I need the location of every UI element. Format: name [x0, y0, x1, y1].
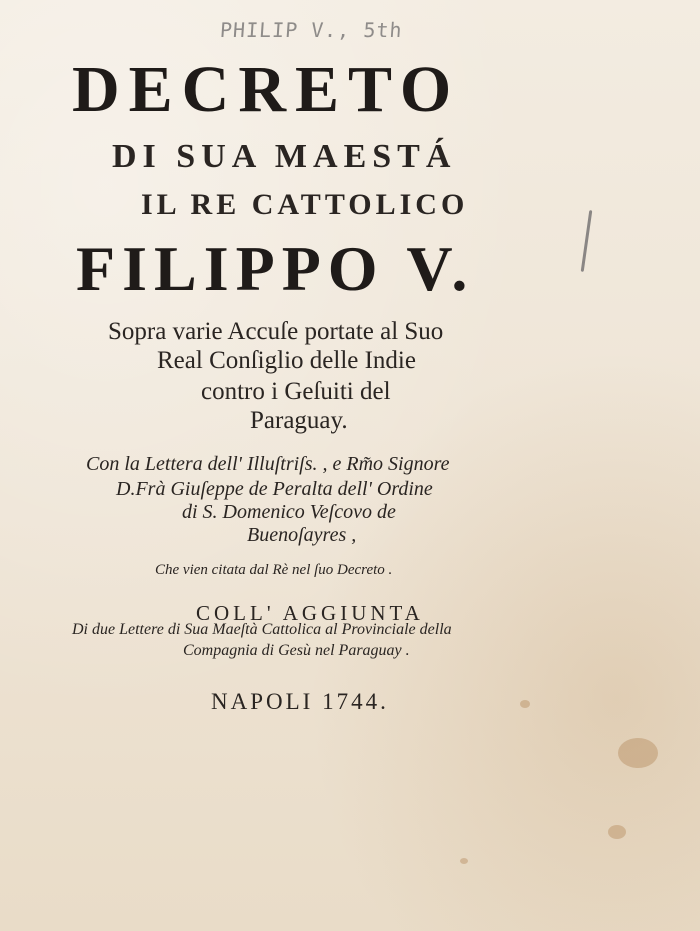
cited-line: Che vien citata dal Rè nel ſuo Decreto . — [155, 562, 393, 578]
letter-line-2: D.Frà Giuſeppe de Peralta dell' Ordine — [116, 478, 433, 500]
imprint: NAPOLI 1744. — [211, 689, 389, 714]
addendum-heading: COLL' AGGIUNTA — [196, 601, 424, 625]
subtitle-line-3: contro i Geſuiti del — [201, 378, 391, 405]
addendum-line-1: Di due Lettere di Sua Maeſtà Cattolica al Provinciale della — [72, 621, 452, 638]
title-line-2: DI SUA MAESTÁ — [112, 138, 457, 175]
handwritten-annotation: PHILIP V., 5th — [219, 18, 404, 42]
foxing-stain — [608, 825, 626, 839]
letter-line-4: Buenoſayres , — [247, 524, 357, 546]
letter-line-1: Con la Lettera dell' Illuſtriſs. , e Rm̃o Signore — [86, 453, 450, 475]
addendum-line-2: Compagnia di Gesù nel Paraguay . — [183, 642, 410, 659]
foxing-stain — [618, 738, 658, 768]
foxing-stain — [520, 700, 530, 708]
subtitle-line-1: Sopra varie Accuſe portate al Suo — [108, 318, 444, 345]
title-line-4: FILIPPO V. — [76, 233, 475, 304]
letter-line-3: di S. Domenico Veſcovo de — [182, 501, 396, 523]
subtitle-line-2: Real Conſiglio delle Indie — [157, 347, 416, 374]
pencil-mark — [581, 210, 593, 272]
title-line-1: DECRETO — [72, 53, 461, 126]
title-line-3: IL RE CATTOLICO — [141, 188, 469, 221]
subtitle-line-4: Paraguay. — [250, 407, 348, 434]
foxing-stain — [460, 858, 468, 864]
